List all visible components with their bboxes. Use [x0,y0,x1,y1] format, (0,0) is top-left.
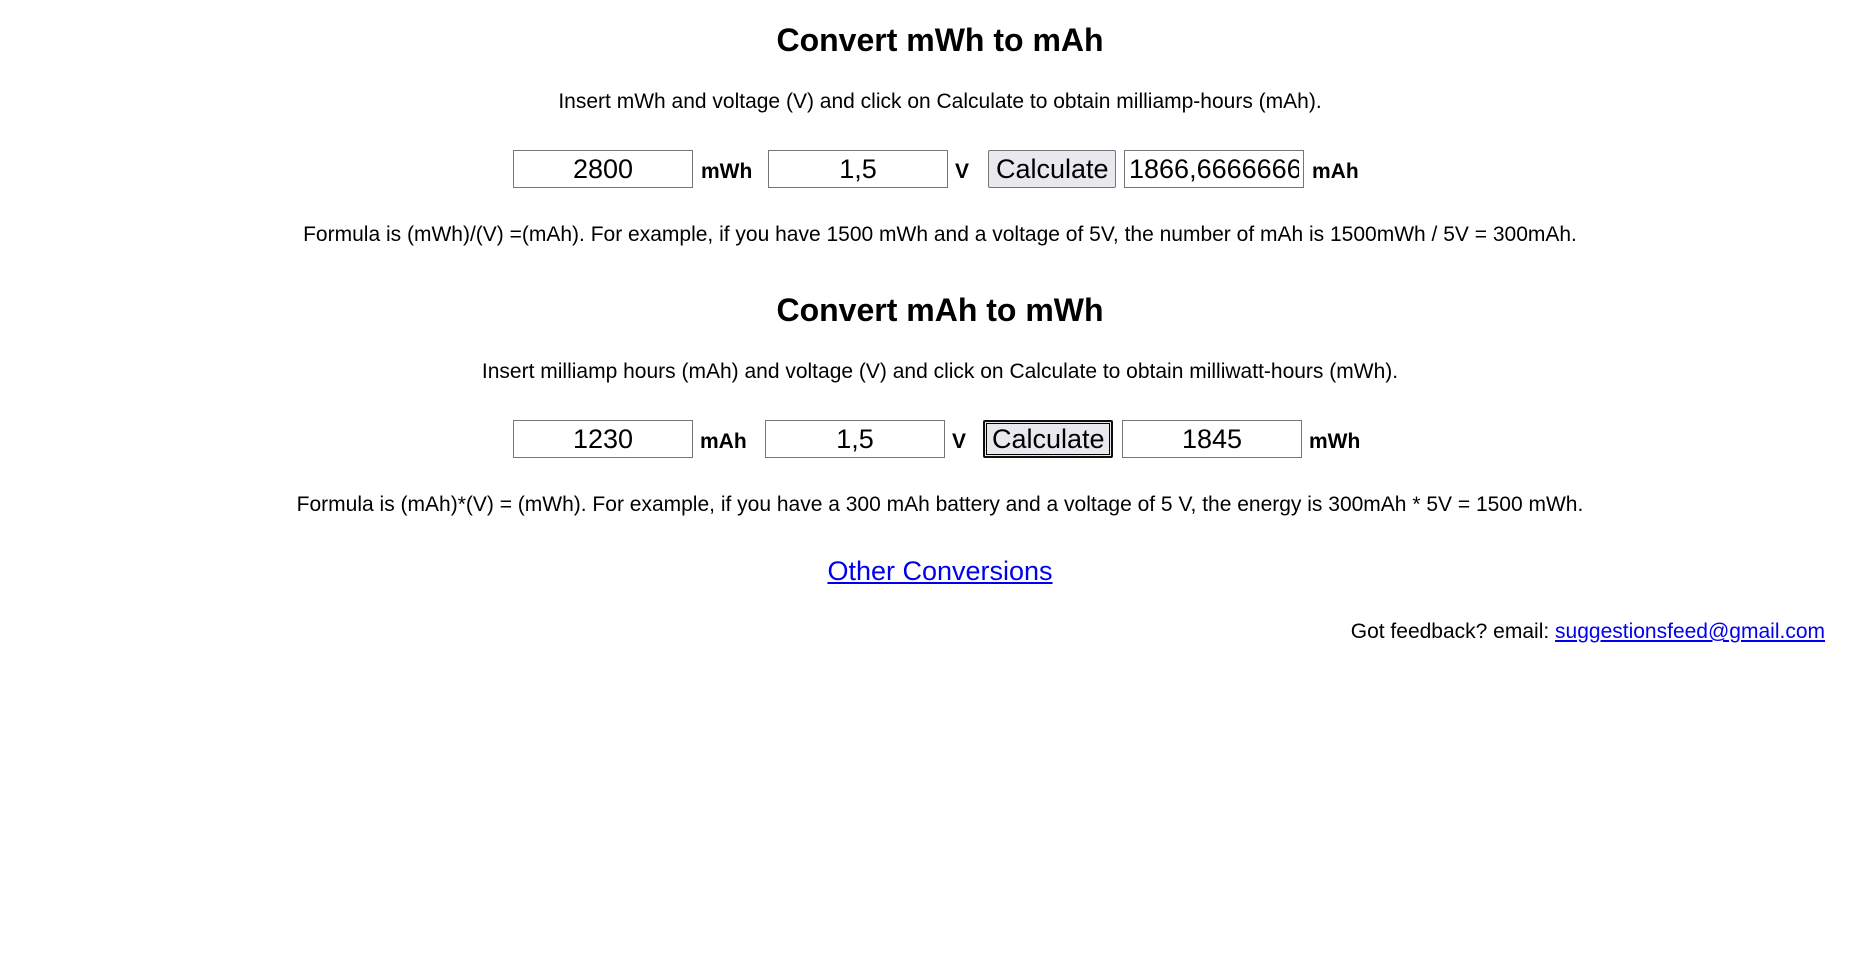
mwh-input[interactable] [513,150,693,188]
instruction-mwh-to-mah: Insert mWh and voltage (V) and click on Calculate to obtain milliamp-hours (mAh). [558,90,1322,113]
other-conversions-link[interactable]: Other Conversions [827,556,1053,586]
feedback-email-link[interactable]: suggestionsfeed@gmail.com [1555,620,1825,643]
formula-mah-to-mwh: Formula is (mAh)*(V) = (mWh). For example, if you have a 300 mAh battery and a voltage of 5 V, the energy is 300mAh * 5V = 1500 mWh. [296,493,1584,516]
voltage-input-1[interactable] [768,150,948,188]
mwh-result-field[interactable] [1122,420,1302,458]
calculate-button-mah-to-mwh[interactable]: Calculate [983,420,1113,458]
feedback-text: Got feedback? email: [1350,620,1556,643]
other-conversions-container [0,556,1870,587]
feedback-line [1351,620,1825,644]
voltage-unit-label-1: V [955,160,970,183]
voltage-unit-label-2: V [952,430,967,453]
mah-result-field[interactable] [1124,150,1304,188]
calculator-row-mah-to-mwh [0,420,1870,460]
instruction-mah-to-mwh: Insert milliamp hours (mAh) and voltage (V) and click on Calculate to obtain milliwatt-hours (mWh). [481,360,1399,383]
section-title-mah-to-mwh: Convert mAh to mWh [776,292,1104,328]
section-title-mwh-to-mah: Convert mWh to mAh [776,22,1104,58]
mah-unit-label-2: mAh [700,430,747,453]
calculate-button-mwh-to-mah[interactable]: Calculate [988,150,1116,188]
calculator-row-mwh-to-mah [0,150,1870,190]
voltage-input-2[interactable] [765,420,945,458]
mwh-unit-label: mWh [701,160,753,183]
mah-input[interactable] [513,420,693,458]
mah-unit-label: mAh [1312,160,1359,183]
mwh-unit-label-2: mWh [1309,430,1361,453]
formula-mwh-to-mah: Formula is (mWh)/(V) =(mAh). For example, if you have 1500 mWh and a voltage of 5V, the number of mAh is 1500mWh / 5V = 300mAh. [303,223,1577,246]
